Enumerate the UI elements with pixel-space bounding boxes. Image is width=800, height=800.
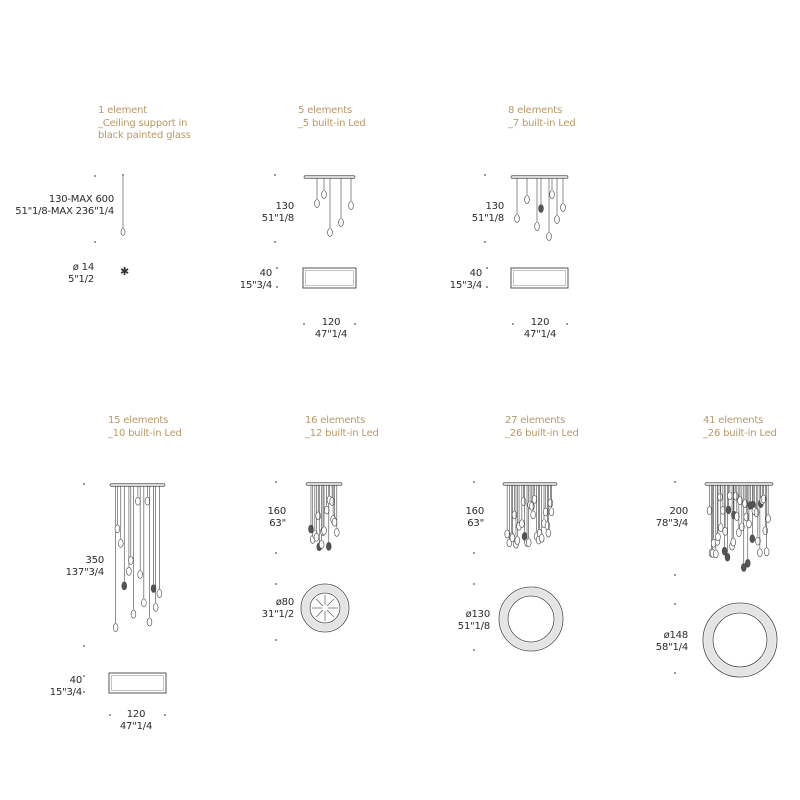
reference-dot bbox=[83, 645, 85, 647]
caption-8-elements: 8 elements _7 built-in Led bbox=[508, 105, 576, 129]
canopy-plan-rectangle bbox=[109, 673, 166, 693]
height-dimension-27-elements: 160 63" bbox=[465, 506, 484, 529]
glass-drop bbox=[122, 582, 127, 590]
canopy-plan-inner bbox=[112, 676, 164, 691]
reference-dot bbox=[484, 174, 486, 176]
height-dimension-16-elements: 160 63" bbox=[267, 506, 286, 529]
reference-dot bbox=[275, 481, 277, 483]
reference-dot bbox=[276, 286, 278, 288]
glass-drop bbox=[763, 527, 768, 535]
glass-drop bbox=[332, 518, 337, 526]
glass-drop bbox=[131, 610, 136, 618]
glass-drop bbox=[519, 520, 524, 528]
glass-drop bbox=[324, 506, 329, 514]
canopy-plan-inner-circle bbox=[713, 613, 767, 667]
width-dimension-5-elements: 120 47"1/4 bbox=[314, 317, 348, 340]
glass-drop bbox=[515, 536, 520, 544]
glass-drop bbox=[755, 537, 760, 545]
reference-dot bbox=[275, 552, 277, 554]
reference-dot bbox=[276, 267, 278, 269]
reference-dot bbox=[275, 583, 277, 585]
ceiling-canopy bbox=[503, 483, 557, 486]
reference-dot bbox=[484, 241, 486, 243]
diameter-dimension-16-elements: ø80 31"1/2 bbox=[261, 597, 294, 620]
glass-drop bbox=[718, 493, 723, 501]
ceiling-canopy bbox=[705, 483, 773, 486]
width-dimension-15-elements: 120 47"1/4 bbox=[119, 709, 153, 732]
glass-drop bbox=[339, 219, 344, 227]
glass-drop bbox=[723, 527, 728, 535]
glass-drop bbox=[521, 498, 526, 506]
glass-drop bbox=[151, 585, 156, 593]
reference-dot bbox=[473, 583, 475, 585]
reference-dot bbox=[512, 323, 514, 325]
glass-drop bbox=[707, 507, 712, 515]
canopy-plan-rectangle bbox=[303, 268, 356, 288]
reference-dot bbox=[83, 675, 85, 677]
reference-dot bbox=[674, 603, 676, 605]
glass-drop bbox=[726, 506, 731, 514]
glass-drop bbox=[319, 540, 324, 548]
depth-dimension-15-elements: 40 15"3/4 bbox=[49, 675, 82, 698]
glass-drop bbox=[734, 513, 739, 521]
caption-5-elements: 5 elements _5 built-in Led bbox=[298, 105, 366, 129]
glass-drop bbox=[141, 599, 146, 607]
ceiling-support-plan-icon: ✱ bbox=[120, 265, 130, 278]
reference-dot bbox=[122, 174, 124, 176]
glass-drop bbox=[315, 200, 320, 208]
glass-drop bbox=[535, 223, 540, 231]
glass-drop bbox=[727, 492, 732, 500]
glass-drop bbox=[555, 216, 560, 224]
height-dimension-8-elements: 130 51"1/8 bbox=[471, 201, 504, 224]
glass-drop bbox=[127, 567, 132, 575]
reference-dot bbox=[303, 323, 305, 325]
glass-drop bbox=[561, 204, 566, 212]
reference-dot bbox=[674, 574, 676, 576]
support-diameter-1-element: ø 14 5"1/2 bbox=[67, 262, 94, 285]
glass-drop bbox=[747, 520, 752, 528]
depth-dimension-5-elements: 40 15"3/4 bbox=[239, 268, 272, 291]
glass-drop bbox=[510, 534, 515, 542]
glass-drop bbox=[725, 553, 730, 561]
canopy-plan-rectangle bbox=[511, 268, 568, 288]
diameter-dimension-27-elements: ø130 51"1/8 bbox=[457, 609, 490, 632]
height-dimension-15-elements: 350 137"3/4 bbox=[65, 555, 104, 578]
glass-drop bbox=[731, 538, 736, 546]
glass-drop bbox=[334, 528, 339, 536]
glass-drop bbox=[515, 215, 520, 223]
glass-drop bbox=[549, 508, 554, 516]
height-dimension-41-elements: 200 78"3/4 bbox=[655, 506, 688, 529]
caption-15-elements: 15 elements _10 built-in Led bbox=[108, 415, 182, 439]
glass-drop bbox=[147, 618, 152, 626]
glass-drop bbox=[128, 556, 133, 564]
diameter-dimension-41-elements: ø148 58"1/4 bbox=[655, 630, 688, 653]
reference-dot bbox=[83, 691, 85, 693]
reference-dot bbox=[566, 323, 568, 325]
reference-dot bbox=[274, 174, 276, 176]
glass-drop bbox=[505, 530, 510, 538]
glass-drop bbox=[754, 509, 759, 517]
reference-dot bbox=[486, 267, 488, 269]
glass-drop bbox=[548, 499, 553, 507]
glass-drop bbox=[121, 229, 125, 236]
height-dimension-5-elements: 130 51"1/8 bbox=[261, 201, 294, 224]
glass-drop bbox=[118, 539, 123, 547]
glass-drop bbox=[718, 524, 723, 532]
ceiling-canopy bbox=[110, 484, 165, 487]
glass-drop bbox=[138, 570, 143, 578]
glass-drop bbox=[547, 233, 552, 241]
caption-41-elements: 41 elements _26 built-in Led bbox=[703, 415, 777, 439]
glass-drop bbox=[145, 497, 150, 505]
reference-dot bbox=[274, 241, 276, 243]
glass-drop bbox=[157, 589, 162, 597]
glass-drop bbox=[766, 515, 771, 523]
glass-drop bbox=[135, 497, 140, 505]
reference-dot bbox=[83, 483, 85, 485]
reference-dot bbox=[164, 714, 166, 716]
glass-drop bbox=[546, 529, 551, 537]
width-dimension-8-elements: 120 47"1/4 bbox=[523, 317, 557, 340]
glass-drop bbox=[539, 205, 544, 213]
glass-drop bbox=[531, 511, 536, 519]
glass-drop bbox=[316, 512, 321, 520]
reference-dot bbox=[94, 175, 96, 177]
glass-drop bbox=[545, 522, 550, 530]
glass-drop bbox=[330, 498, 335, 506]
glass-drop bbox=[757, 549, 762, 557]
height-dimension-1-element: 130-MAX 600 51"1/8-MAX 236"1/4 bbox=[15, 194, 114, 217]
canopy-plan-inner bbox=[306, 271, 354, 286]
canopy-plan-inner bbox=[514, 271, 566, 286]
glass-drop bbox=[322, 527, 327, 535]
glass-drop bbox=[532, 495, 537, 503]
canopy-plan-inner-circle bbox=[508, 596, 554, 642]
glass-drop bbox=[750, 535, 755, 543]
glass-drop bbox=[525, 196, 530, 204]
caption-1-element: 1 element _Ceiling support in black painted glass bbox=[98, 105, 191, 141]
reference-dot bbox=[473, 649, 475, 651]
glass-drop bbox=[526, 539, 531, 547]
caption-16-elements: 16 elements _12 built-in Led bbox=[305, 415, 379, 439]
reference-dot bbox=[473, 481, 475, 483]
glass-drop bbox=[349, 202, 354, 210]
reference-dot bbox=[94, 241, 96, 243]
reference-dot bbox=[674, 481, 676, 483]
ceiling-canopy bbox=[511, 176, 568, 179]
reference-dot bbox=[674, 672, 676, 674]
reference-dot bbox=[275, 639, 277, 641]
caption-27-elements: 27 elements _26 built-in Led bbox=[505, 415, 579, 439]
glass-drop bbox=[314, 533, 319, 541]
glass-drop bbox=[153, 603, 158, 611]
glass-drop bbox=[539, 534, 544, 542]
glass-drop bbox=[743, 500, 748, 508]
glass-drop bbox=[113, 624, 118, 632]
glass-drop bbox=[716, 533, 721, 541]
glass-drop bbox=[328, 229, 333, 237]
glass-drop bbox=[713, 550, 718, 558]
glass-drop bbox=[115, 525, 120, 533]
glass-drop bbox=[764, 548, 769, 556]
glass-drop bbox=[326, 542, 331, 550]
ceiling-canopy bbox=[304, 176, 355, 179]
glass-drop bbox=[745, 559, 750, 567]
glass-drop bbox=[733, 492, 738, 500]
reference-dot bbox=[473, 552, 475, 554]
glass-drop bbox=[322, 191, 327, 199]
depth-dimension-8-elements: 40 15"3/4 bbox=[449, 268, 482, 291]
glass-drop bbox=[550, 191, 555, 199]
ceiling-canopy bbox=[306, 483, 342, 486]
reference-dot bbox=[486, 286, 488, 288]
